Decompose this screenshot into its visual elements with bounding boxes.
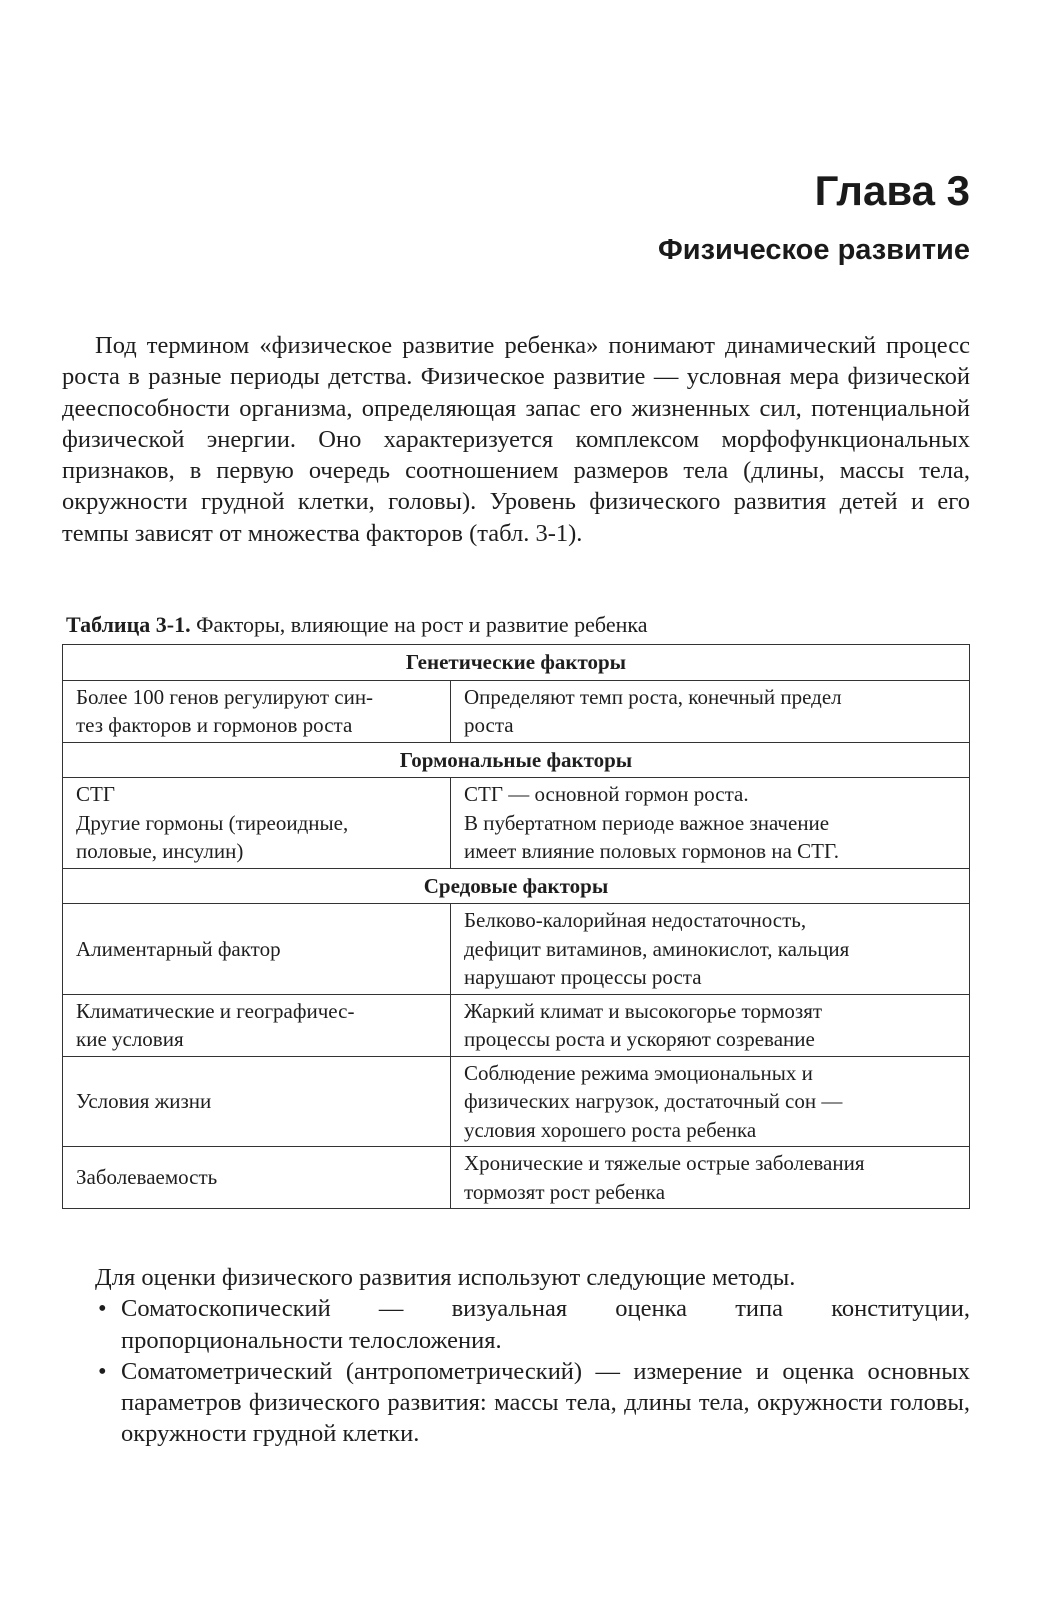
method-item-text: Соматоскопический — визуальная оценка типа конституции, пропорциональности телосложения. <box>121 1295 970 1354</box>
cell-line: физических нагрузок, достаточный сон — <box>464 1089 843 1113</box>
cell-line: Жаркий климат и высокогорье тормозят <box>464 998 823 1023</box>
method-item-text: Соматометрический (антропометрический) — измерение и оценка основных параметров физического развития: массы тела, длины тела, окружности головы, окружности грудной клетки. <box>121 1357 970 1448</box>
cell-line: СТГ <box>76 782 115 806</box>
cell-line: В пубертатном периоде важное значение <box>464 810 830 835</box>
cell-line: тез факторов и гормонов роста <box>76 713 353 737</box>
factors-table <box>62 644 970 1209</box>
cell-line: Белково-калорийная недостаточность, <box>464 908 807 932</box>
table-caption-text: Факторы, влияющие на рост и развитие ребенка <box>196 612 648 637</box>
table-row <box>63 1056 970 1147</box>
table-section-header-row <box>63 645 970 681</box>
effect-cell <box>451 680 970 742</box>
cell-line: тормозят рост ребенка <box>464 1179 666 1204</box>
cell-line: Климатические и географичес- <box>76 998 355 1023</box>
cell-line: СТГ — основной гормон роста. <box>464 782 749 806</box>
intro-paragraph: Под термином «физическое развитие ребенка» понимают динамический процесс роста в разные периоды детства. Физическое развитие — условная мера физической дееспособности организма, определяющая запас его жизненных сил, потенциальной физической энергии. Оно характеризуется комплексом морфофункциональных признаков, в первую очередь соотношением размеров тела (длины, массы тела, окружности грудной клетки, головы). Уровень физического развития детей и его темпы зависят от множества факторов (табл. 3-1). <box>62 332 970 547</box>
chapter-number: Глава 3 <box>814 167 970 214</box>
factor-cell <box>63 680 451 742</box>
table-row <box>63 778 970 869</box>
effect-cell <box>451 778 970 869</box>
bullet-icon: • <box>98 1357 107 1385</box>
methods-section <box>62 1262 970 1450</box>
cell-line: роста <box>464 713 514 737</box>
chapter-title: Физическое развитие <box>658 234 970 266</box>
table-section-header-row <box>63 742 970 778</box>
cell-line: нарушают процессы роста <box>464 965 702 989</box>
cell-line: Условия жизни <box>76 1089 212 1113</box>
methods-list <box>62 1293 970 1449</box>
factors-table-body <box>63 645 970 1209</box>
methods-lead: Для оценки физического развития используют следующие методы. <box>95 1264 796 1291</box>
effect-cell <box>451 1056 970 1147</box>
effect-cell <box>451 994 970 1056</box>
table-section-heading: Гормональные факторы <box>63 742 970 778</box>
cell-line: Другие гормоны (тиреоидные, <box>76 810 349 835</box>
cell-line: Соблюдение режима эмоциональных и <box>464 1060 813 1085</box>
cell-line: Заболеваемость <box>76 1165 218 1190</box>
cell-line: имеет влияние половых гормонов на СТГ. <box>464 839 840 863</box>
table-section-heading: Генетические факторы <box>63 645 970 681</box>
effect-cell <box>451 1147 970 1209</box>
table-row <box>63 904 970 995</box>
cell-line: процессы роста и ускоряют созревание <box>464 1027 815 1051</box>
table-caption <box>66 610 647 640</box>
table-row <box>63 994 970 1056</box>
factor-cell <box>63 904 451 995</box>
method-item-somatometric <box>62 1356 970 1450</box>
cell-line: условия хорошего роста ребенка <box>464 1117 757 1142</box>
cell-line: Алиментарный фактор <box>76 936 281 961</box>
cell-line: Более 100 генов регулируют син- <box>76 684 374 709</box>
cell-line: дефицит витаминов, аминокислот, кальция <box>464 936 850 961</box>
table-row <box>63 1147 970 1209</box>
cell-line: половые, инсулин) <box>76 839 244 863</box>
factor-cell <box>63 778 451 869</box>
table-caption-label: Таблица 3-1. <box>66 612 191 637</box>
cell-line: кие условия <box>76 1027 184 1051</box>
table-row <box>63 680 970 742</box>
cell-line: Определяют темп роста, конечный предел <box>464 684 842 709</box>
method-item-somatoscopic <box>62 1293 970 1356</box>
factor-cell <box>63 1147 451 1209</box>
table-section-header-row <box>63 868 970 904</box>
factor-cell <box>63 994 451 1056</box>
cell-line: Хронические и тяжелые острые заболевания <box>464 1151 865 1175</box>
table-section-heading: Средовые факторы <box>63 868 970 904</box>
effect-cell <box>451 904 970 995</box>
bullet-icon: • <box>98 1295 107 1323</box>
factor-cell <box>63 1056 451 1147</box>
